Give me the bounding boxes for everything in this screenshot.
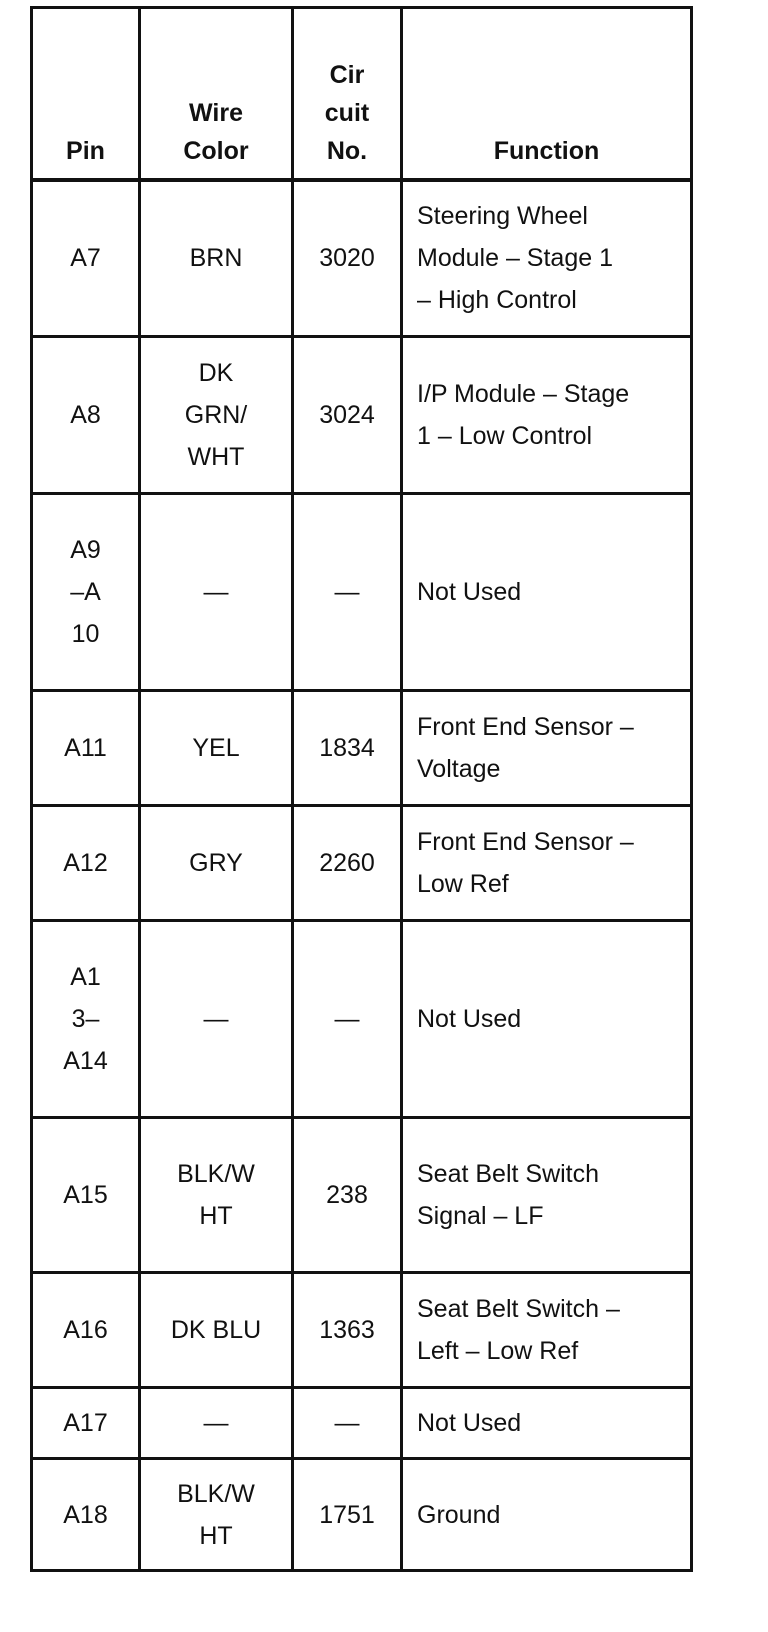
pin-line: A11 [64,734,107,762]
function-line: Seat Belt Switch – [417,1295,620,1323]
circuit-line: 238 [326,1181,368,1209]
wire-line: BRN [189,244,243,273]
circuit-line: — [334,1005,360,1033]
wire-color-cell [140,921,293,1118]
wire-color-cell [140,494,293,691]
pin-line: A9 [70,536,101,564]
function-cell [402,494,692,691]
table-row [32,494,692,691]
pin-line: A8 [70,401,101,429]
pin-cell [32,1388,140,1459]
circuit-cell [293,806,402,921]
function-cell [402,337,692,494]
pin-cell [32,806,140,921]
pin-cell [32,921,140,1118]
pin-line: A7 [70,244,101,273]
pin-cell [32,180,140,337]
wire-line: WHT [187,443,245,471]
table-row [32,691,692,806]
table-row [32,1118,692,1273]
pin-line: A18 [63,1500,108,1529]
wire-line: — [203,1409,229,1437]
pin-line: A12 [63,849,108,877]
circuit-cell [293,180,402,337]
function-line: Front End Sensor – [417,828,634,856]
header-pin [32,8,140,180]
connector-pinout-table [30,6,693,1572]
circuit-line: 1834 [319,734,375,762]
function-line: Signal – LF [417,1202,544,1230]
pin-line: A14 [63,1047,108,1075]
function-line: Left – Low Ref [417,1337,579,1365]
wire-line: DK [198,359,234,387]
function-line: Not Used [417,578,522,606]
header-wire-line: Wire [189,98,243,127]
pin-line: 10 [71,620,100,648]
circuit-cell [293,337,402,494]
wire-line: BLK/W [177,1479,255,1508]
pin-cell [32,1118,140,1273]
function-line: Steering Wheel [417,202,588,231]
header-function-line: Function [493,136,600,165]
function-line: I/P Module – Stage [417,380,630,408]
function-line: Module – Stage 1 [417,244,613,273]
function-cell [402,1459,692,1571]
wire-color-cell [140,1273,293,1388]
wire-color-cell [140,1459,293,1571]
function-cell [402,691,692,806]
pin-cell [32,494,140,691]
circuit-line: — [334,1409,360,1437]
pin-cell [32,691,140,806]
table-row [32,337,692,494]
pin-cell [32,1459,140,1571]
function-line: Seat Belt Switch [417,1160,600,1188]
table-row [32,180,692,337]
wire-color-cell [140,1388,293,1459]
table-row [32,1273,692,1388]
pin-line: A17 [63,1409,108,1437]
circuit-cell [293,494,402,691]
pin-line: A1 [70,963,101,991]
pin-line: A15 [63,1181,108,1209]
table-row [32,806,692,921]
function-line: Voltage [417,755,501,783]
header-wire-color [140,8,293,180]
function-cell [402,921,692,1118]
pin-line: A16 [63,1316,108,1344]
circuit-cell [293,691,402,806]
wire-line: BLK/W [177,1160,255,1188]
header-pin-line: Pin [66,136,105,165]
header-circuit-line: No. [326,136,368,165]
circuit-cell [293,921,402,1118]
wire-color-cell [140,691,293,806]
circuit-line: — [334,578,360,606]
pin-line: 3– [71,1005,100,1033]
function-line: – High Control [417,286,577,315]
circuit-cell [293,1388,402,1459]
header-wire-line: Color [183,136,249,165]
circuit-line: 2260 [319,849,375,877]
wire-color-cell [140,180,293,337]
table-row [32,1459,692,1571]
pin-line: –A [70,578,101,606]
circuit-line: 1363 [319,1316,375,1344]
pin-cell [32,1273,140,1388]
function-line: Not Used [417,1409,522,1437]
header-circuit-line: Cir [329,60,365,89]
circuit-cell [293,1118,402,1273]
circuit-cell [293,1273,402,1388]
function-cell [402,1273,692,1388]
function-line: Not Used [417,1005,522,1033]
wire-color-cell [140,337,293,494]
wire-line: — [203,578,229,606]
wire-line: HT [199,1521,233,1550]
wire-line: YEL [192,734,240,762]
header-function [402,8,692,180]
table-row [32,1388,692,1459]
wire-line: DK BLU [170,1316,262,1344]
circuit-cell [293,1459,402,1571]
wire-line: GRN/ [184,401,248,429]
wire-line: GRY [189,849,243,877]
wire-line: HT [199,1202,233,1230]
circuit-line: 1751 [319,1500,375,1529]
wire-line: — [203,1005,229,1033]
header-circuit-no [293,8,402,180]
function-cell [402,1118,692,1273]
wire-color-cell [140,806,293,921]
header-row [32,8,692,180]
circuit-line: 3024 [319,401,375,429]
circuit-line: 3020 [319,244,375,273]
function-cell [402,1388,692,1459]
function-cell [402,180,692,337]
function-line: Low Ref [417,870,509,898]
function-line: Front End Sensor – [417,713,634,741]
function-line: 1 – Low Control [417,422,593,450]
table-row [32,921,692,1118]
pin-cell [32,337,140,494]
wire-color-cell [140,1118,293,1273]
function-cell [402,806,692,921]
header-circuit-line: cuit [324,98,370,127]
function-line: Ground [417,1500,501,1529]
